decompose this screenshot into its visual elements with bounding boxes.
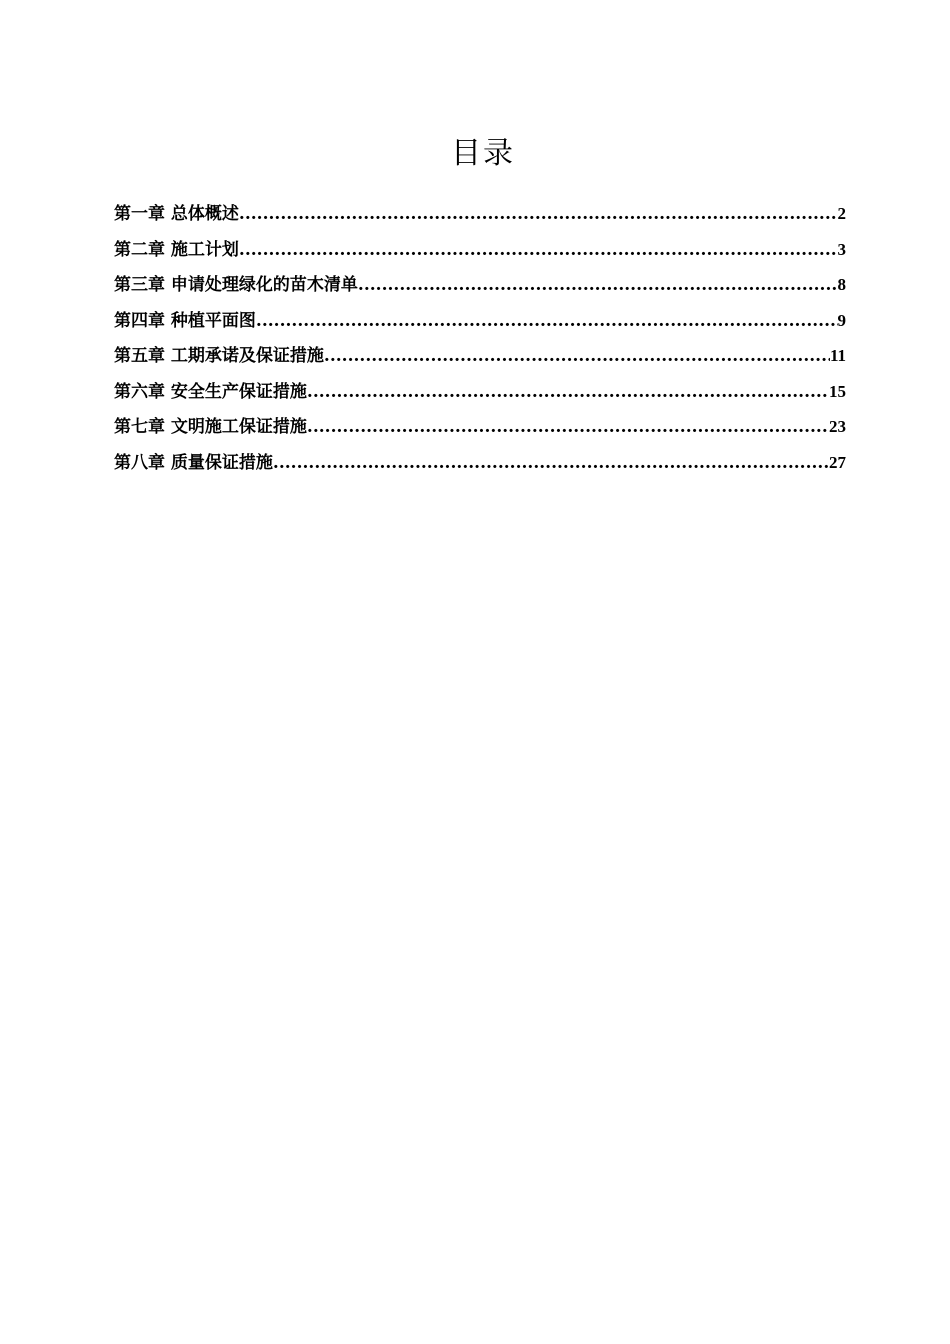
toc-entry-label: 第五章 工期承诺及保证措施 bbox=[114, 346, 324, 366]
toc-entry-label: 第一章 总体概述 bbox=[114, 204, 239, 224]
dot-leader bbox=[324, 343, 830, 369]
toc-entry[interactable] bbox=[114, 237, 846, 273]
toc-entry[interactable] bbox=[114, 379, 846, 415]
dot-leader bbox=[307, 379, 829, 405]
toc-title: 目录 bbox=[451, 136, 515, 171]
toc-entry-page-number: 15 bbox=[829, 381, 846, 401]
dot-leader bbox=[307, 414, 829, 440]
toc-entry[interactable] bbox=[114, 272, 846, 308]
toc-entry[interactable] bbox=[114, 414, 846, 450]
toc-entry-page-number: 3 bbox=[837, 239, 846, 259]
toc-entry[interactable] bbox=[114, 343, 846, 379]
toc-entry[interactable] bbox=[114, 201, 846, 237]
table-of-contents bbox=[114, 201, 846, 485]
toc-entry-label: 第二章 施工计划 bbox=[114, 239, 239, 260]
dot-leader bbox=[256, 308, 838, 334]
toc-entry-page-number: 27 bbox=[829, 452, 846, 472]
toc-entry-label: 第六章 安全生产保证措施 bbox=[114, 381, 307, 402]
dot-leader bbox=[273, 450, 829, 476]
dot-leader bbox=[239, 201, 838, 227]
toc-entry-label: 第三章 申请处理绿化的苗木清单 bbox=[114, 275, 358, 295]
toc-entry-page-number: 23 bbox=[829, 417, 846, 436]
toc-entry-page-number: 11 bbox=[829, 346, 846, 365]
toc-entry-label: 第七章 文明施工保证措施 bbox=[114, 417, 307, 437]
toc-entry-label: 第四章 种植平面图 bbox=[114, 310, 256, 331]
toc-entry-page-number: 8 bbox=[837, 275, 846, 294]
dot-leader bbox=[358, 272, 838, 298]
toc-entry-page-number: 2 bbox=[837, 204, 846, 223]
toc-entry[interactable] bbox=[114, 450, 846, 486]
dot-leader bbox=[239, 237, 838, 263]
toc-entry-page-number: 9 bbox=[837, 310, 846, 330]
toc-entry-label: 第八章 质量保证措施 bbox=[114, 452, 273, 473]
toc-entry[interactable] bbox=[114, 308, 846, 344]
